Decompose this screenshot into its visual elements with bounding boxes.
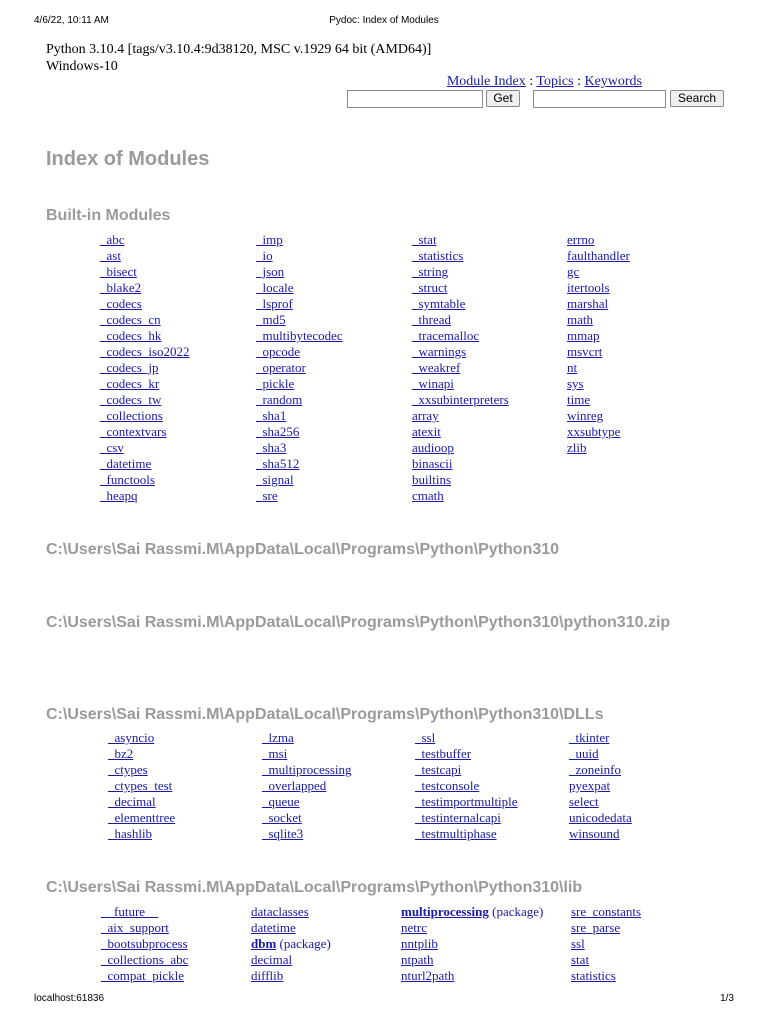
module-link[interactable]: datetime: [251, 920, 296, 935]
module-link[interactable]: sys: [567, 376, 584, 391]
module-link[interactable]: zlib: [567, 440, 587, 455]
module-column: [108, 730, 175, 842]
module-link[interactable]: marshal: [567, 296, 609, 311]
module-entry: [569, 746, 632, 762]
module-entry: [256, 440, 343, 456]
module-link[interactable]: _csv: [100, 440, 124, 455]
module-link[interactable]: _opcode: [256, 344, 301, 359]
module-entry: [412, 344, 509, 360]
module-entry: [567, 328, 630, 344]
page-number: 1/3: [720, 993, 734, 1004]
module-entry: [100, 488, 190, 504]
module-entry: [251, 952, 331, 968]
module-link[interactable]: _imp: [256, 232, 283, 247]
module-entry: [108, 762, 175, 778]
module-link[interactable]: binascii: [412, 456, 453, 471]
module-entry: [100, 408, 190, 424]
module-entry: [567, 344, 630, 360]
module-link[interactable]: msvcrt: [567, 344, 603, 359]
print-url: localhost:61836: [34, 993, 105, 1004]
module-link[interactable]: _lsprof: [256, 296, 293, 311]
module-entry: [262, 826, 352, 842]
module-link[interactable]: xxsubtype: [567, 424, 621, 439]
module-link[interactable]: decimal: [251, 952, 293, 967]
module-link[interactable]: nturl2path: [401, 968, 455, 983]
module-entry: [567, 264, 630, 280]
module-entry: [571, 952, 641, 968]
module-link[interactable]: _statistics: [412, 248, 464, 263]
module-link[interactable]: ssl: [571, 936, 585, 951]
nav-separator: :: [577, 74, 581, 89]
module-entry: [256, 360, 343, 376]
module-link[interactable]: _struct: [412, 280, 448, 295]
module-entry: [567, 232, 630, 248]
module-link[interactable]: _uuid: [569, 746, 599, 761]
module-link[interactable]: _sha256: [256, 424, 300, 439]
module-entry: [101, 968, 188, 984]
module-entry: [100, 328, 190, 344]
version-info: [46, 41, 431, 75]
module-link[interactable]: _sre: [256, 488, 278, 503]
module-link[interactable]: _locale: [256, 280, 294, 295]
module-entry: [100, 344, 190, 360]
module-entry: [401, 920, 543, 936]
module-entry: [256, 264, 343, 280]
module-entry: [412, 248, 509, 264]
module-link[interactable]: stat: [571, 952, 590, 967]
module-entry: [100, 296, 190, 312]
module-entry: [100, 376, 190, 392]
module-entry: [415, 762, 518, 778]
module-entry: [415, 730, 518, 746]
module-entry: [569, 730, 632, 746]
module-entry: [262, 730, 352, 746]
module-entry: [108, 778, 175, 794]
module-link[interactable]: _io: [256, 248, 273, 263]
module-column: [262, 730, 352, 842]
module-entry: [571, 936, 641, 952]
module-link[interactable]: _collections_abc: [101, 952, 189, 967]
module-entry: [256, 280, 343, 296]
module-link[interactable]: _functools: [100, 472, 155, 487]
print-title: Pydoc: Index of Modules: [329, 15, 439, 26]
module-link[interactable]: _codecs_cn: [100, 312, 161, 327]
search-button[interactable]: Search: [670, 90, 724, 107]
module-entry: [251, 904, 331, 920]
nav-separator: :: [529, 74, 534, 89]
module-link[interactable]: _codecs_hk: [100, 328, 162, 343]
module-link[interactable]: _testconsole: [415, 778, 480, 793]
module-entry: [108, 746, 175, 762]
module-entry: [412, 232, 509, 248]
module-column: [415, 730, 518, 842]
module-entry: [569, 826, 632, 842]
module-entry: [401, 968, 543, 984]
module-entry: [100, 280, 190, 296]
module-link[interactable]: _heapq: [100, 488, 138, 503]
module-link[interactable]: _elementtree: [108, 810, 176, 825]
module-entry: [262, 810, 352, 826]
module-entry: [256, 328, 343, 344]
module-entry: [569, 794, 632, 810]
print-datetime: 4/6/22, 10:11 AM: [34, 15, 109, 26]
module-link[interactable]: _multiprocessing: [262, 762, 352, 777]
module-entry: [108, 794, 175, 810]
module-link[interactable]: _weakref: [412, 360, 461, 375]
module-entry: [251, 968, 331, 984]
module-entry: [567, 424, 630, 440]
module-entry: [256, 488, 343, 504]
module-link[interactable]: gc: [567, 264, 580, 279]
module-link[interactable]: statistics: [571, 968, 616, 983]
package-label: (package): [279, 936, 331, 951]
module-entry: [412, 488, 509, 504]
module-link[interactable]: math: [567, 312, 593, 327]
module-entry: [415, 810, 518, 826]
module-link[interactable]: ntpath: [401, 952, 434, 967]
module-link[interactable]: _signal: [256, 472, 294, 487]
module-link[interactable]: _symtable: [412, 296, 466, 311]
module-link[interactable]: itertools: [567, 280, 610, 295]
get-button[interactable]: Get: [486, 90, 520, 107]
module-link[interactable]: _zoneinfo: [569, 762, 621, 777]
module-column: [412, 232, 509, 504]
module-link[interactable]: pyexpat: [569, 778, 611, 793]
module-link[interactable]: _bisect: [100, 264, 137, 279]
module-entry: [401, 952, 543, 968]
module-entry: [415, 778, 518, 794]
module-entry: [100, 440, 190, 456]
section-heading-lib: C:\Users\Sai Rassmi.M\AppData\Local\Programs\Python\Python310\lib: [46, 879, 583, 896]
module-entry: [412, 328, 509, 344]
top-nav: [447, 74, 642, 90]
module-link[interactable]: dbm: [251, 936, 277, 951]
module-link[interactable]: time: [567, 392, 591, 407]
module-entry: [251, 920, 331, 936]
module-link[interactable]: _operator: [256, 360, 306, 375]
module-entry: [101, 920, 188, 936]
module-link[interactable]: __future__: [101, 904, 159, 919]
module-entry: [108, 826, 175, 842]
module-link[interactable]: _winapi: [412, 376, 454, 391]
module-entry: [101, 952, 188, 968]
module-column: [401, 904, 543, 984]
module-entry: [101, 936, 188, 952]
module-link[interactable]: _ctypes_test: [108, 778, 173, 793]
module-entry: [100, 360, 190, 376]
module-link[interactable]: _codecs_iso2022: [100, 344, 190, 359]
module-link[interactable]: _queue: [262, 794, 300, 809]
print-header: [0, 15, 768, 29]
module-entry: [100, 264, 190, 280]
module-link[interactable]: array: [412, 408, 439, 423]
module-link[interactable]: _stat: [412, 232, 437, 247]
module-link[interactable]: audioop: [412, 440, 454, 455]
module-link[interactable]: builtins: [412, 472, 452, 487]
module-link[interactable]: nntplib: [401, 936, 438, 951]
module-link[interactable]: _decimal: [108, 794, 156, 809]
module-link[interactable]: _asyncio: [108, 730, 155, 745]
module-entry: [412, 296, 509, 312]
module-link[interactable]: netrc: [401, 920, 427, 935]
module-entry: [412, 408, 509, 424]
get-input[interactable]: [347, 90, 483, 108]
module-entry: [401, 936, 543, 952]
module-link[interactable]: _testimportmultiple: [415, 794, 518, 809]
module-link[interactable]: _ast: [100, 248, 121, 263]
module-link[interactable]: cmath: [412, 488, 444, 503]
module-entry: [251, 936, 331, 952]
module-entry: [262, 794, 352, 810]
module-link[interactable]: _bootsubprocess: [101, 936, 188, 951]
module-entry: [256, 248, 343, 264]
module-link[interactable]: _sqlite3: [262, 826, 304, 841]
module-link[interactable]: dataclasses: [251, 904, 309, 919]
module-column: [569, 730, 632, 842]
module-entry: [571, 968, 641, 984]
module-entry: [412, 424, 509, 440]
module-index-link[interactable]: Module Index: [446, 74, 526, 89]
module-entry: [567, 296, 630, 312]
module-link[interactable]: _pickle: [256, 376, 295, 391]
module-link[interactable]: _collections: [100, 408, 163, 423]
python-version: Python 3.10.4 [tags/v3.10.4:9d38120, MSC v.1929 64 bit (AMD64)]: [46, 42, 432, 57]
module-entry: [412, 312, 509, 328]
module-link[interactable]: _msi: [262, 746, 288, 761]
section-heading-builtin: Built-in Modules: [46, 207, 171, 224]
module-entry: [412, 376, 509, 392]
module-link[interactable]: _random: [256, 392, 303, 407]
module-entry: [412, 440, 509, 456]
module-link[interactable]: _md5: [256, 312, 286, 327]
module-link[interactable]: _json: [256, 264, 285, 279]
module-entry: [567, 280, 630, 296]
module-column: [256, 232, 343, 504]
module-link[interactable]: _socket: [262, 810, 302, 825]
module-entry: [412, 392, 509, 408]
module-link[interactable]: _testbuffer: [415, 746, 472, 761]
module-entry: [412, 456, 509, 472]
module-link[interactable]: _aix_support: [101, 920, 169, 935]
module-entry: [256, 312, 343, 328]
module-entry: [100, 248, 190, 264]
module-link[interactable]: select: [569, 794, 599, 809]
module-link[interactable]: _contextvars: [100, 424, 167, 439]
module-link[interactable]: _ctypes: [108, 762, 148, 777]
module-entry: [100, 424, 190, 440]
module-entry: [412, 264, 509, 280]
module-link[interactable]: mmap: [567, 328, 600, 343]
module-entry: [412, 360, 509, 376]
module-entry: [100, 312, 190, 328]
module-link[interactable]: _testmultiphase: [415, 826, 497, 841]
module-link[interactable]: _sha1: [256, 408, 287, 423]
module-link[interactable]: errno: [567, 232, 595, 247]
module-entry: [256, 456, 343, 472]
module-entry: [100, 392, 190, 408]
page-title: Index of Modules: [46, 148, 210, 170]
module-entry: [101, 904, 188, 920]
module-entry: [256, 376, 343, 392]
module-link[interactable]: _hashlib: [108, 826, 153, 841]
module-entry: [412, 472, 509, 488]
module-column: [571, 904, 641, 984]
module-column: [101, 904, 188, 984]
module-entry: [256, 232, 343, 248]
module-entry: [100, 456, 190, 472]
module-entry: [256, 392, 343, 408]
module-link[interactable]: winreg: [567, 408, 604, 423]
module-entry: [415, 794, 518, 810]
module-entry: [256, 424, 343, 440]
module-entry: [415, 746, 518, 762]
module-link[interactable]: difflib: [251, 968, 284, 983]
package-label: (package): [492, 904, 544, 919]
module-entry: [567, 248, 630, 264]
module-entry: [569, 762, 632, 778]
module-entry: [100, 232, 190, 248]
module-link[interactable]: _thread: [412, 312, 451, 327]
search-bar: [0, 90, 768, 109]
module-entry: [262, 762, 352, 778]
module-entry: [569, 810, 632, 826]
module-link[interactable]: _testinternalcapi: [415, 810, 501, 825]
module-entry: [567, 440, 630, 456]
module-link[interactable]: faulthandler: [567, 248, 630, 263]
module-column: [567, 232, 630, 456]
module-link[interactable]: multiprocessing: [401, 904, 489, 919]
module-column: [100, 232, 190, 504]
module-link[interactable]: _abc: [100, 232, 125, 247]
module-link[interactable]: _sha512: [256, 456, 300, 471]
module-link[interactable]: _codecs: [100, 296, 142, 311]
module-link[interactable]: _warnings: [412, 344, 467, 359]
module-link[interactable]: _testcapi: [415, 762, 462, 777]
module-entry: [401, 904, 543, 920]
section-heading-python310-zip: C:\Users\Sai Rassmi.M\AppData\Local\Programs\Python\Python310\python310.zip: [46, 614, 671, 631]
module-link[interactable]: _codecs_jp: [100, 360, 159, 375]
module-link[interactable]: _lzma: [262, 730, 294, 745]
module-link[interactable]: _multibytecodec: [256, 328, 343, 343]
module-entry: [415, 826, 518, 842]
section-heading-python310: C:\Users\Sai Rassmi.M\AppData\Local\Programs\Python\Python310: [46, 541, 560, 558]
module-link[interactable]: winsound: [569, 826, 620, 841]
module-link[interactable]: _ssl: [415, 730, 436, 745]
module-link[interactable]: _datetime: [100, 456, 152, 471]
module-entry: [262, 778, 352, 794]
module-entry: [571, 904, 641, 920]
module-entry: [108, 730, 175, 746]
module-entry: [256, 408, 343, 424]
module-entry: [108, 810, 175, 826]
module-entry: [569, 778, 632, 794]
module-link[interactable]: _blake2: [100, 280, 142, 295]
module-link[interactable]: sre_constants: [571, 904, 642, 919]
module-link[interactable]: _compat_pickle: [101, 968, 185, 983]
module-link[interactable]: _codecs_tw: [100, 392, 162, 407]
module-entry: [262, 746, 352, 762]
module-entry: [256, 296, 343, 312]
module-column: [251, 904, 331, 984]
module-link[interactable]: sre_parse: [571, 920, 621, 935]
module-entry: [567, 360, 630, 376]
module-entry: [567, 312, 630, 328]
search-input[interactable]: [533, 90, 666, 108]
module-entry: [571, 920, 641, 936]
module-link[interactable]: _string: [412, 264, 449, 279]
module-link[interactable]: _overlapped: [262, 778, 327, 793]
module-link[interactable]: _sha3: [256, 440, 287, 455]
module-entry: [567, 408, 630, 424]
module-link[interactable]: atexit: [412, 424, 441, 439]
os-name: Windows-10: [46, 59, 118, 74]
print-footer: [0, 993, 768, 1007]
topics-link[interactable]: Topics: [536, 74, 574, 89]
section-heading-dlls: C:\Users\Sai Rassmi.M\AppData\Local\Programs\Python\Python310\DLLs: [46, 706, 604, 723]
module-link[interactable]: unicodedata: [569, 810, 632, 825]
module-entry: [256, 344, 343, 360]
module-entry: [256, 472, 343, 488]
module-entry: [100, 472, 190, 488]
module-link[interactable]: _tkinter: [569, 730, 610, 745]
module-link[interactable]: nt: [567, 360, 578, 375]
module-entry: [567, 376, 630, 392]
keywords-link[interactable]: Keywords: [584, 74, 642, 89]
module-entry: [567, 392, 630, 408]
module-link[interactable]: _xxsubinterpreters: [412, 392, 509, 407]
module-link[interactable]: _bz2: [108, 746, 134, 761]
module-link[interactable]: _tracemalloc: [412, 328, 480, 343]
module-link[interactable]: _codecs_kr: [100, 376, 160, 391]
module-entry: [412, 280, 509, 296]
